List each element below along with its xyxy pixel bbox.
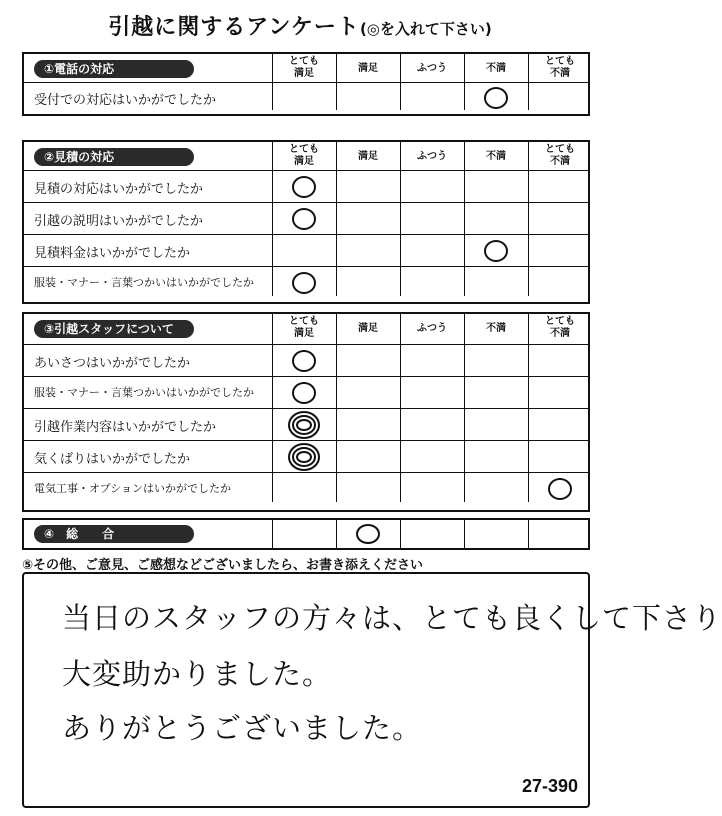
section-label: ②見積の対応 [34, 148, 194, 166]
section-label: ③引越スタッフについて [34, 320, 194, 338]
selected-mark [292, 350, 316, 372]
column-header [272, 316, 336, 340]
question-text: 電気工事・オプションはいかがでしたか [34, 482, 232, 495]
question-row [24, 170, 588, 202]
question-row [24, 376, 588, 408]
column-header: ふつう [417, 63, 447, 74]
section-phone [22, 52, 590, 116]
question-row [24, 408, 588, 440]
question-text: 見積料金はいかがでしたか [34, 246, 191, 261]
column-header-line: 不満 [550, 156, 570, 167]
selected-mark [356, 524, 380, 544]
column-divider [464, 520, 465, 548]
column-header-line: とても [289, 144, 319, 155]
column-divider [336, 520, 337, 548]
column-header: 不満 [486, 151, 506, 162]
question-text: 服装・マナー・言葉つかいはいかがでしたか [34, 386, 254, 399]
column-header-line: 満足 [294, 328, 314, 339]
selected-mark [292, 382, 316, 404]
question-text: 見積の対応はいかがでしたか [34, 182, 204, 197]
column-header [528, 56, 592, 80]
free-comment-label: ⑤その他、ご意見、ご感想などございましたら、お書き添えください [22, 558, 424, 573]
question-row [24, 472, 588, 504]
column-header: ふつう [417, 323, 447, 334]
column-header-line: 満足 [294, 68, 314, 79]
column-header [272, 56, 336, 80]
question-row [24, 202, 588, 234]
free-comment-box [22, 572, 722, 808]
column-header [272, 144, 336, 168]
column-header: ふつう [417, 151, 447, 162]
column-header: 満足 [358, 323, 378, 334]
section-overall [22, 518, 590, 550]
question-text: 服装・マナー・言葉つかいはいかがでしたか [34, 276, 254, 289]
column-divider [400, 520, 401, 548]
column-divider [528, 520, 529, 548]
column-header-line: 満足 [294, 156, 314, 167]
question-text: 引越作業内容はいかがでしたか [34, 420, 217, 435]
question-row [24, 440, 588, 472]
question-text: あいさつはいかがでしたか [34, 356, 191, 371]
selected-mark [548, 478, 572, 500]
selected-mark [287, 442, 321, 472]
column-divider [272, 520, 273, 548]
column-header-line: とても [289, 56, 319, 67]
column-header [528, 316, 592, 340]
column-header-line: とても [545, 56, 575, 67]
column-header-line: とても [545, 316, 575, 327]
selected-mark [484, 240, 508, 262]
selected-mark [292, 176, 316, 198]
question-text: 気くばりはいかがでしたか [34, 452, 191, 467]
selected-mark [292, 208, 316, 230]
section-estimate [22, 140, 590, 304]
question-row [24, 344, 588, 376]
column-header-line: 不満 [550, 68, 570, 79]
column-header: 満足 [358, 63, 378, 74]
selected-mark [287, 410, 321, 440]
selected-mark [484, 87, 508, 109]
section-label: ④ 総 合 [34, 525, 194, 543]
survey-title-text: 引越に関するアンケート [108, 15, 360, 40]
question-text: 引越の説明はいかがでしたか [34, 214, 204, 229]
column-header-line: とても [289, 316, 319, 327]
column-header-line: とても [545, 144, 575, 155]
document-number: 27-390 [521, 776, 578, 796]
section-label: ①電話の対応 [34, 60, 194, 78]
comment-line-3: ありがとうございました。 [62, 711, 423, 745]
question-row [24, 234, 588, 266]
question-row [24, 266, 588, 298]
comment-line-1: 当日のスタッフの方々は、とても良くして下さり [62, 601, 722, 635]
selected-mark [292, 272, 316, 294]
section-staff [22, 312, 590, 512]
question-text: 受付での対応はいかがでしたか [34, 93, 217, 108]
comment-line-2: 大変助かりました。 [62, 657, 333, 691]
column-header [528, 144, 592, 168]
survey-title-note: (◎を入れて下さい) [359, 20, 492, 38]
survey-title [0, 10, 600, 41]
column-header: 満足 [358, 151, 378, 162]
question-row [24, 82, 588, 112]
column-header: 不満 [486, 63, 506, 74]
column-header-line: 不満 [550, 328, 570, 339]
column-header: 不満 [486, 323, 506, 334]
